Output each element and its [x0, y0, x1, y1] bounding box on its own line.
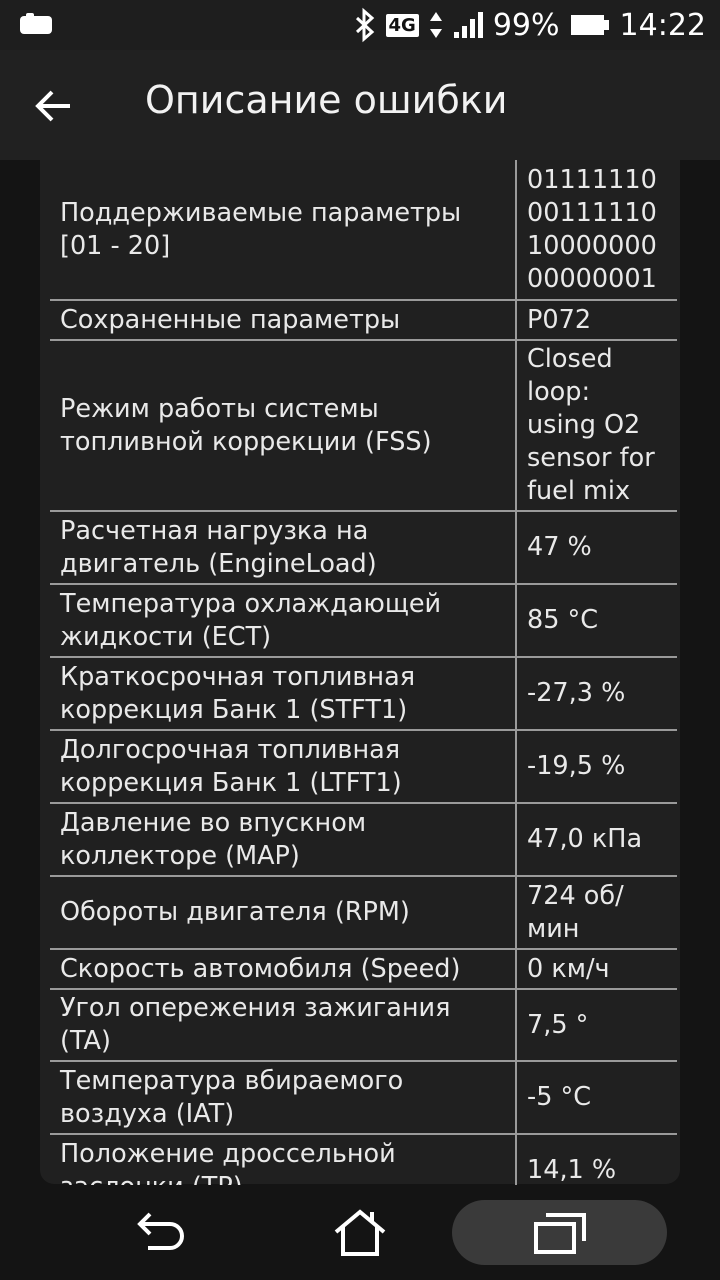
- table-row: [50, 160, 677, 300]
- nav-home-button[interactable]: [310, 1200, 410, 1265]
- recent-apps-icon: [533, 1211, 587, 1255]
- battery-icon: [570, 13, 610, 37]
- param-value: 85 °C: [516, 584, 677, 657]
- status-bar: [0, 0, 720, 50]
- param-value: 14,1 %: [516, 1134, 677, 1207]
- nav-recent-apps-button[interactable]: [452, 1200, 667, 1265]
- table-row: [50, 511, 677, 584]
- param-name: Температура вбираемого воздуха (IAT): [50, 1061, 516, 1134]
- app-bar: [0, 50, 720, 160]
- bluetooth-icon: [354, 9, 376, 41]
- table-row: [50, 1061, 677, 1134]
- table-row: [50, 989, 677, 1061]
- param-value: 7,5 °: [516, 989, 677, 1061]
- table-row: [50, 949, 677, 989]
- table-row: [50, 300, 677, 340]
- navigation-bar: [0, 1185, 720, 1280]
- param-name: Положение дроссельной: [50, 1134, 516, 1207]
- table-row: [50, 876, 677, 949]
- clock: 14:22: [619, 7, 706, 43]
- param-value: 47 %: [516, 511, 677, 584]
- nav-back-button[interactable]: [110, 1200, 210, 1265]
- back-arrow-icon[interactable]: [34, 86, 74, 126]
- param-name: Сохраненные параметры: [50, 300, 516, 340]
- table-row: [50, 730, 677, 803]
- param-name: Долгосрочная топливная коррекция Банк 1 (LTFT1): [50, 730, 516, 803]
- param-value: -27,3 %: [516, 657, 677, 730]
- param-name: Давление во впускном коллекторе (MAP): [50, 803, 516, 876]
- param-name: Угол опережения зажигания (TA): [50, 989, 516, 1061]
- page-title: Описание ошибки: [145, 78, 508, 122]
- notification-icon: [18, 12, 54, 36]
- param-name: Краткосрочная топливная коррекция Банк 1 (STFT1): [50, 657, 516, 730]
- param-name: Поддерживаемые параметры [01 - 20]: [50, 160, 516, 300]
- home-icon: [332, 1208, 388, 1258]
- param-value: 0 км/ч: [516, 949, 677, 989]
- param-value: -5 °C: [516, 1061, 677, 1134]
- battery-percent: 99%: [492, 7, 560, 43]
- signal-icon: [453, 10, 483, 40]
- param-name: Обороты двигателя (RPM): [50, 876, 516, 949]
- table-row: [50, 803, 677, 876]
- network-type-badge: 4G: [386, 14, 419, 37]
- param-value: 01111110 00111110 10000000 00000001: [516, 160, 677, 300]
- param-value: P072: [516, 300, 677, 340]
- parameters-card: [40, 160, 680, 1184]
- parameters-table: [50, 160, 677, 1208]
- param-name: Температура охлаждающей жидкости (ECT): [50, 584, 516, 657]
- param-value: 47,0 кПа: [516, 803, 677, 876]
- param-value: Closed loop: using O2 sensor for fuel mix: [516, 340, 677, 511]
- data-arrows-icon: [429, 10, 443, 40]
- param-name: Режим работы системы топливной коррекции (FSS): [50, 340, 516, 511]
- param-value: 724 об/мин: [516, 876, 677, 949]
- table-row: [50, 657, 677, 730]
- table-row: [50, 584, 677, 657]
- param-name: Скорость автомобиля (Speed): [50, 949, 516, 989]
- param-name: Расчетная нагрузка на двигатель (EngineLoad): [50, 511, 516, 584]
- param-value: -19,5 %: [516, 730, 677, 803]
- table-row: [50, 340, 677, 511]
- back-icon: [134, 1210, 186, 1256]
